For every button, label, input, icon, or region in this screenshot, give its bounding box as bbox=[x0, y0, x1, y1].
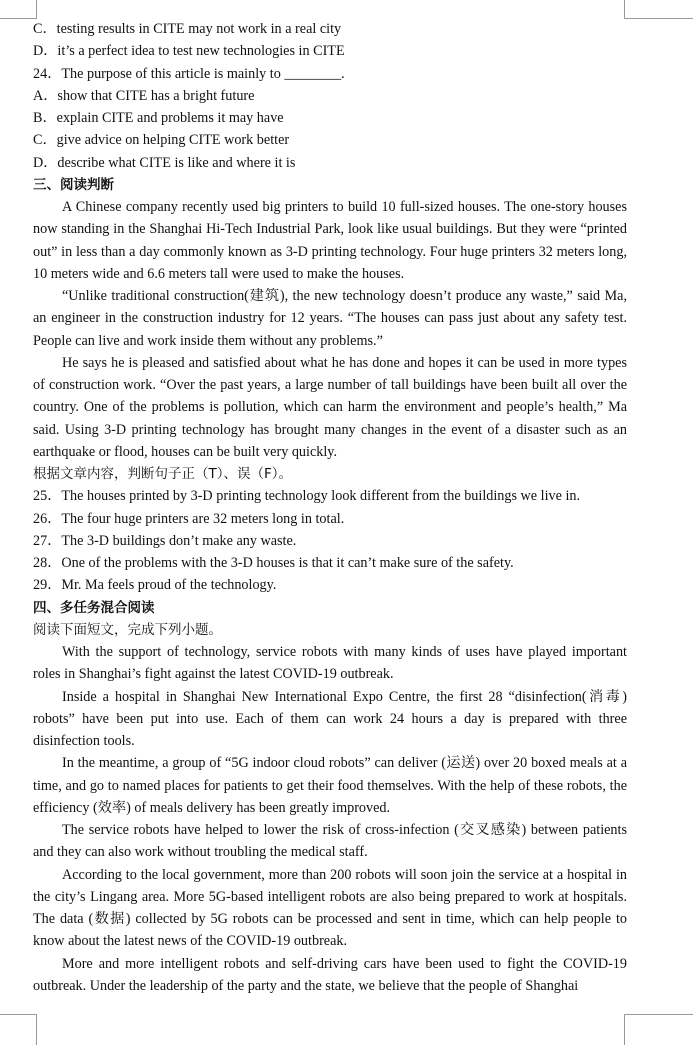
section-4-heading: 四、多任务混合阅读 bbox=[33, 599, 155, 616]
crop-mark-top-right bbox=[624, 0, 693, 19]
crop-mark-bottom-right bbox=[624, 1014, 693, 1045]
document-body bbox=[33, 18, 627, 997]
crop-mark-bottom-left bbox=[0, 1014, 37, 1045]
section-4-paragraph-3: In the meantime, a group of “5G indoor cloud robots” can deliver (运送) over 20 boxed meals at a time, and go to named places for patients to get their food themselves. With the help of these robots, the efficiency (效率) of meals delivery has been greatly improved. bbox=[33, 755, 627, 816]
section-4-instruction: 阅读下面短文，完成下列小题。 bbox=[33, 621, 222, 638]
section-4-paragraph-6: More and more intelligent robots and self-driving cars have been used to fight the COVID-19 outbreak. Under the leadership of the party and the state, we believe that the people of Shanghai bbox=[33, 955, 627, 994]
q24-option-c: C．give advice on helping CITE work better bbox=[33, 132, 290, 149]
section-4-paragraph-2: Inside a hospital in Shanghai New International Expo Centre, the first 28 “disinfection(消毒) robots” have been put into use. Each of them can work 24 hours a day is prepared with three disinfection tools. bbox=[33, 688, 627, 749]
crop-mark-top-left bbox=[0, 0, 37, 19]
q24-option-b: B．explain CITE and problems it may have bbox=[33, 110, 284, 126]
section-4-paragraph-4: The service robots have helped to lower the risk of cross-infection (交叉感染) between patients and they can also work without troubling the medical staff. bbox=[33, 822, 627, 861]
section-3-paragraph-3: He says he is pleased and satisfied about what he has done and hopes it can be used in more types of construction work. “Over the past years, a large number of tall buildings have been built all over the country. One of the problems is pollution, which can harm the environment and people’s health,” Ma said. Using 3-D printing technology has brought many changes in the event of a disaster such as an earthquake or flood, houses can be built very quickly. bbox=[33, 354, 627, 460]
question-26: 26．The four huge printers are 32 meters long in total. bbox=[33, 510, 345, 527]
section-3-paragraph-1: A Chinese company recently used big printers to build 10 full-sized houses. The one-story houses now standing in the Shanghai Hi-Tech Industrial Park, look like usual buildings. But they were “printed out” in less than a day commonly known as 3-D printing technology. Four huge printers 32 meters long, 10 meters wide and 6.6 meters tall were used to make the houses. bbox=[33, 199, 627, 282]
section-4-paragraph-1: With the support of technology, service robots with many kinds of uses have played important roles in Shanghai’s fight against the latest COVID-19 outbreak. bbox=[33, 644, 627, 683]
section-3-paragraph-2: “Unlike traditional construction(建筑), the new technology doesn’t produce any waste,” said Ma, an engineer in the construction industry for 12 years. “The houses can pass just about any safety test. People can live and work inside them without any problems.” bbox=[33, 288, 627, 349]
q23-option-d: D．it’s a perfect idea to test new technologies in CITE bbox=[33, 43, 345, 60]
section-4-paragraph-5: According to the local government, more than 200 robots will soon join the service at a hospital in the city’s Lingang area. More 5G-based intelligent robots are also being prepared to work at hospitals. The data (数据) collected by 5G robots can be processed and sent in time, which can help people to know about the latest news of the COVID-19 outbreak. bbox=[33, 866, 627, 950]
q24-option-d: D．describe what CITE is like and where it is bbox=[33, 154, 296, 171]
section-3-instruction: 根据文章内容，判断句子正（T）、误（F）。 bbox=[33, 466, 293, 482]
question-27: 27．The 3-D buildings don’t make any waste. bbox=[33, 532, 297, 549]
q23-option-c: C．testing results in CITE may not work in a real city bbox=[33, 21, 342, 37]
section-3-heading: 三、阅读判断 bbox=[33, 176, 114, 193]
question-28: 28．One of the problems with the 3-D houses is that it can’t make sure of the safety. bbox=[33, 555, 514, 571]
q24-stem: 24．The purpose of this article is mainly to ________. bbox=[33, 65, 345, 82]
q24-option-a: A．show that CITE has a bright future bbox=[33, 87, 255, 104]
question-25: 25．The houses printed by 3-D printing technology look different from the buildings we live in. bbox=[33, 488, 581, 505]
question-29: 29．Mr. Ma feels proud of the technology. bbox=[33, 577, 277, 594]
